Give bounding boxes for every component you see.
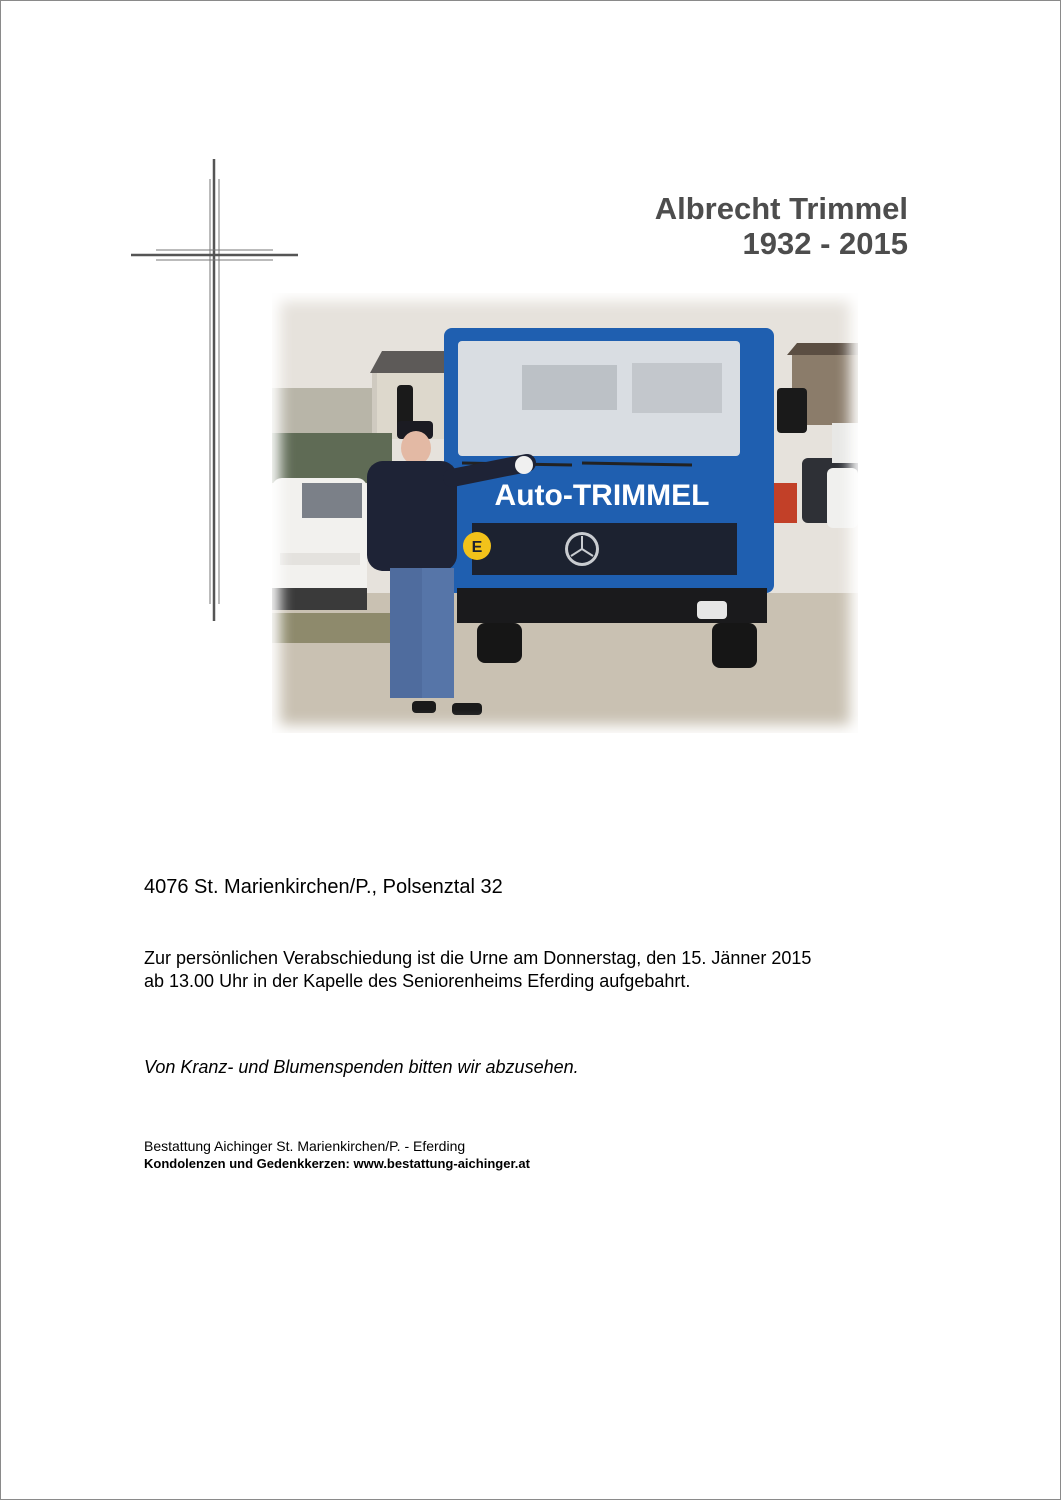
plate-badge: E bbox=[471, 539, 483, 556]
truck-lettering: Auto-TRIMMEL bbox=[494, 479, 710, 512]
undertaker-name: Bestattung Aichinger St. Marienkirchen/P. - Eferding bbox=[144, 1138, 466, 1154]
farewell-notice bbox=[144, 947, 811, 993]
deceased-years: 1932 - 2015 bbox=[742, 226, 908, 261]
deceased-heading bbox=[655, 191, 908, 261]
flowers-note: Von Kranz- und Blumenspenden bitten wir abzusehen. bbox=[144, 1057, 579, 1077]
memorial-photo bbox=[272, 293, 858, 733]
condolence-line: Kondolenzen und Gedenkkerzen: www.bestattung-aichinger.at bbox=[144, 1156, 530, 1171]
deceased-name: Albrecht Trimmel bbox=[654, 191, 908, 226]
farewell-line-1: Zur persönlichen Verabschiedung ist die Urne am Donnerstag, den 15. Jänner 2015 bbox=[144, 948, 812, 968]
address: 4076 St. Marienkirchen/P., Polsenztal 32 bbox=[144, 876, 503, 898]
farewell-line-2: ab 13.00 Uhr in der Kapelle des Seniorenheims Eferding aufgebahrt. bbox=[144, 971, 691, 991]
